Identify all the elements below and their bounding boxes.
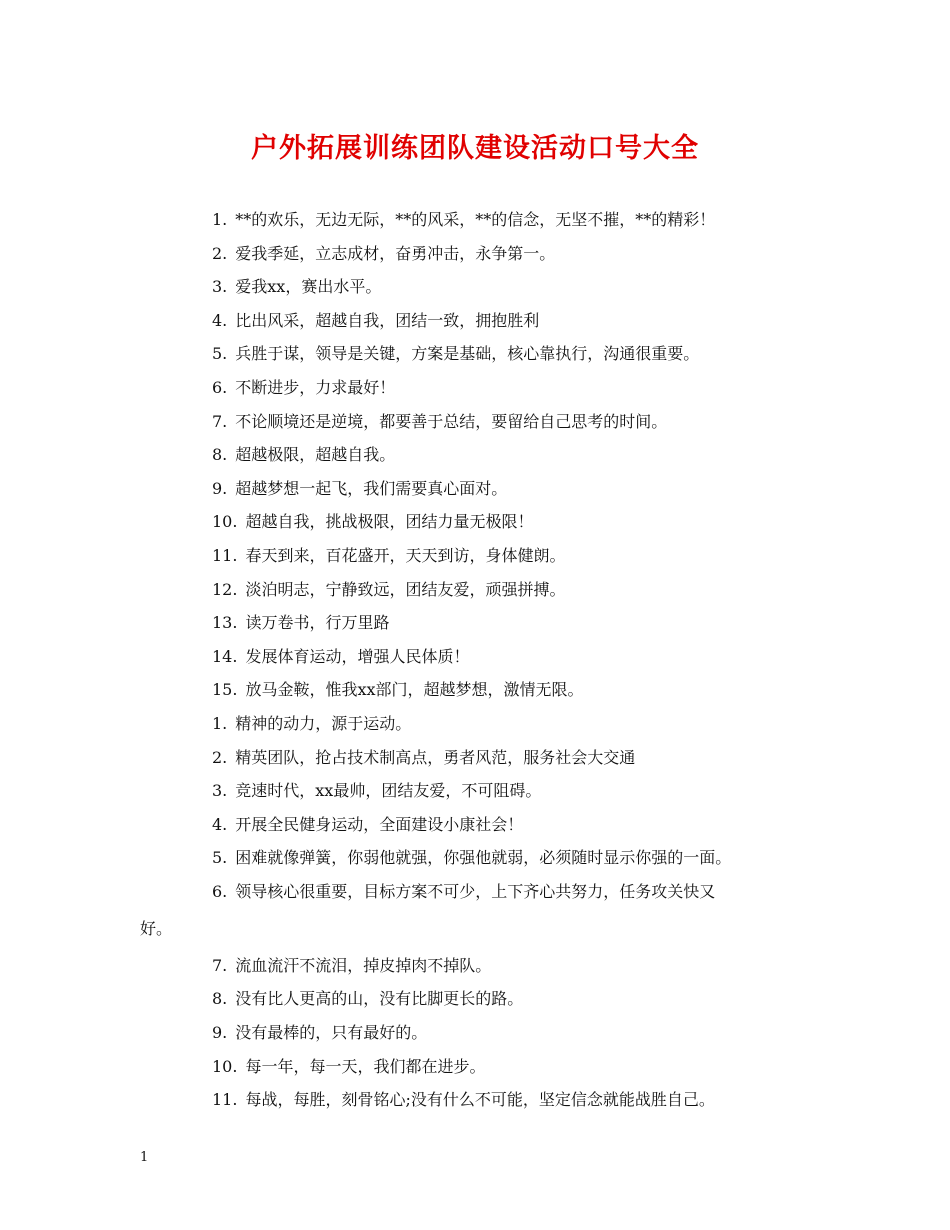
list-item <box>140 203 810 237</box>
item-number: 2. <box>212 747 228 767</box>
list-item <box>140 741 810 775</box>
list-item <box>140 707 810 741</box>
item-number: 11. <box>212 1090 238 1110</box>
item-text: 不论顺境还是逆境，都要善于总结，要留给自己思考的时间。 <box>235 411 668 431</box>
list-item <box>140 808 810 842</box>
item-number: 7. <box>212 955 228 975</box>
item-number: 6. <box>212 377 228 397</box>
item-text: 每一年，每一天，我们都在进步。 <box>245 1056 486 1076</box>
list-item <box>140 270 810 304</box>
item-text-continuation: 好。 <box>140 918 173 938</box>
item-text: 兵胜于谋，领导是关键，方案是基础，核心靠执行，沟通很重要。 <box>235 344 700 364</box>
item-text: 超越自我，挑战极限，团结力量无极限！ <box>245 512 534 532</box>
list-item <box>140 1083 810 1117</box>
item-text: 放马金鞍，惟我xx部门，超越梦想，激情无限。 <box>245 680 584 700</box>
item-number: 6. <box>212 881 228 901</box>
list-item <box>140 640 810 674</box>
item-number: 4. <box>212 310 228 330</box>
item-text: 淡泊明志，宁静致远，团结友爱，顽强拼搏。 <box>245 579 566 599</box>
item-number: 8. <box>212 989 228 1009</box>
list-item <box>140 673 810 707</box>
item-text: 超越梦想一起飞，我们需要真心面对。 <box>235 478 508 498</box>
item-number: 11. <box>212 545 238 565</box>
item-text: 没有比人更高的山，没有比脚更长的路。 <box>235 989 524 1009</box>
list-item <box>140 539 810 573</box>
item-text: 流血流汗不流泪，掉皮掉肉不掉队。 <box>235 955 492 975</box>
list-item <box>140 1050 810 1084</box>
item-text: 困难就像弹簧，你弱他就强，你强他就弱，必须随时显示你强的一面。 <box>235 848 732 868</box>
item-text: 不断进步，力求最好！ <box>235 377 396 397</box>
item-number: 15. <box>212 680 238 700</box>
item-number: 5. <box>212 344 228 364</box>
list-item <box>140 438 810 472</box>
item-number: 9. <box>212 1023 228 1043</box>
item-number: 2. <box>212 243 228 263</box>
item-text: 精神的动力，源于运动。 <box>235 713 412 733</box>
item-number: 1. <box>212 713 228 733</box>
item-number: 10. <box>212 512 238 532</box>
item-number: 9. <box>212 478 228 498</box>
item-text: 精英团队，抢占技术制高点，勇者风范，服务社会大交通 <box>235 747 636 767</box>
item-number: 14. <box>212 646 238 666</box>
item-number: 3. <box>212 277 228 297</box>
item-text: 竞速时代，xx最帅，团结友爱，不可阻碍。 <box>235 781 542 801</box>
item-text: 每战，每胜，刻骨铭心;没有什么不可能，坚定信念就能战胜自己。 <box>245 1090 715 1110</box>
page-number: 1 <box>140 1150 149 1165</box>
item-text: 没有最棒的，只有最好的。 <box>235 1023 428 1043</box>
list-item <box>140 606 810 640</box>
list-item <box>140 573 810 607</box>
list-item <box>140 237 810 271</box>
item-number: 3. <box>212 781 228 801</box>
item-text: 春天到来，百花盛开，天天到访，身体健朗。 <box>245 545 566 565</box>
item-text: 爱我季延，立志成材，奋勇冲击，永争第一。 <box>235 243 556 263</box>
item-number: 10. <box>212 1056 238 1076</box>
list-item <box>140 774 810 808</box>
item-text: 开展全民健身运动，全面建设小康社会！ <box>235 814 524 834</box>
list-item <box>140 841 810 875</box>
item-text: 比出风采，超越自我，团结一致，拥抱胜利 <box>235 310 540 330</box>
list-item <box>140 405 810 439</box>
list-item <box>140 875 810 949</box>
item-number: 1. <box>212 210 228 229</box>
item-text: 爱我xx，赛出水平。 <box>235 277 382 297</box>
list-item <box>140 982 810 1016</box>
item-text: 读万卷书，行万里路 <box>245 613 390 633</box>
list-item <box>140 371 810 405</box>
item-text: 领导核心很重要，目标方案不可少，上下齐心共努力，任务攻关快又 <box>235 881 716 901</box>
item-number: 4. <box>212 814 228 834</box>
item-text: 发展体育运动，增强人民体质！ <box>245 646 470 666</box>
item-number: 13. <box>212 613 238 633</box>
list-item <box>140 304 810 338</box>
list-item <box>140 337 810 371</box>
item-text: **的欢乐，无边无际，**的风采，**的信念，无坚不摧，**的精彩！ <box>235 210 716 229</box>
slogan-list <box>140 203 810 1117</box>
item-number: 7. <box>212 411 228 431</box>
list-item <box>140 505 810 539</box>
item-number: 8. <box>212 445 228 465</box>
list-item <box>140 472 810 506</box>
item-number: 5. <box>212 848 228 868</box>
document-title: 户外拓展训练团队建设活动口号大全 <box>251 133 699 164</box>
item-number: 12. <box>212 579 238 599</box>
list-item <box>140 1016 810 1050</box>
item-text: 超越极限，超越自我。 <box>235 445 396 465</box>
list-item <box>140 949 810 983</box>
